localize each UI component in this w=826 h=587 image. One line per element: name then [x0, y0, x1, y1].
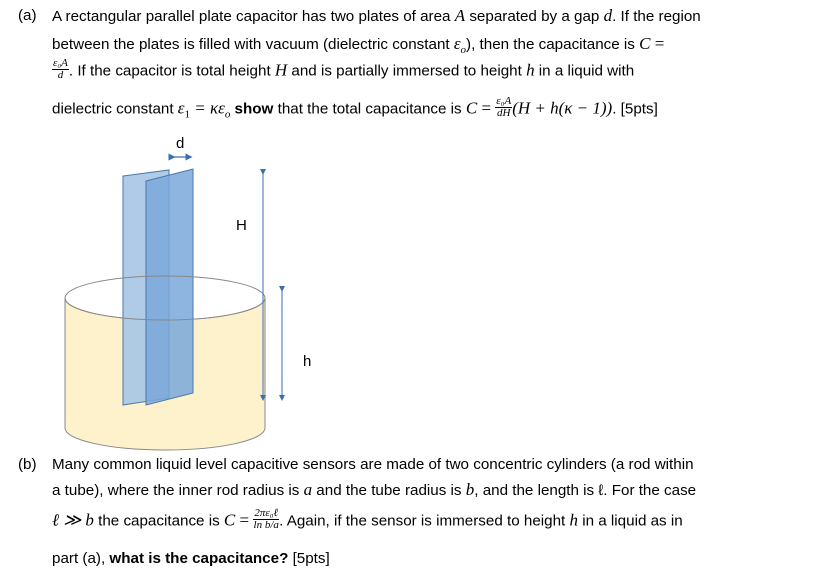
label-H: H [236, 217, 247, 234]
front-plate [146, 169, 193, 405]
fraction-eps0A-over-d: $\frac{\text{ε₀A}}{d}$ [53, 57, 68, 81]
label-d: d [176, 135, 185, 152]
part-a-line-4: dielectric constant $\varepsilon_1 = \kappa\varepsilon_o$ show that the total capacitance is C = $\frac{\text{ε₀A}}{dH}$ (H + h(κ − 1)). [5pts] [52, 95, 658, 121]
part-a-line-1: A rectangular parallel plate capacitor has two plates of area A separated by a gap d. If the region [52, 6, 701, 25]
part-b-line-3: ℓ ≫ b the capacitance is C = $\frac{\text{2πε₀ℓ}}{\text{ln b/a}}$ . Again, if the sensor is immersed to height h in a liquid as in [52, 507, 683, 531]
part-a-line-3: $\frac{\text{ε₀A}}{d}$ . If the capacitor is total height H and is partially immersed to height h in a liquid with [53, 57, 635, 81]
part-b-line-4: part (a), what is the capacitance? [5pts] [52, 550, 330, 567]
part-b-line-1: Many common liquid level capacitive sensors are made of two concentric cylinders (a rod within [52, 456, 694, 473]
fraction-cylinder-capacitance: $\frac{\text{2πε₀ℓ}}{\text{ln b/a}}$ [253, 507, 279, 531]
label-h: h [303, 353, 312, 370]
fraction-eps0A-over-dH: $\frac{\text{ε₀A}}{dH}$ [496, 95, 512, 119]
part-b-label: (b) [18, 456, 37, 473]
part-a-label: (a) [18, 7, 37, 24]
part-b-line-2: a tube), where the inner rod radius is a and the tube radius is b, and the length is ℓ. For the case [52, 480, 697, 499]
part-a-line-2: between the plates is filled with vacuum (dielectric constant $\varepsilon_o$), then the capacitance is C = [52, 34, 665, 57]
